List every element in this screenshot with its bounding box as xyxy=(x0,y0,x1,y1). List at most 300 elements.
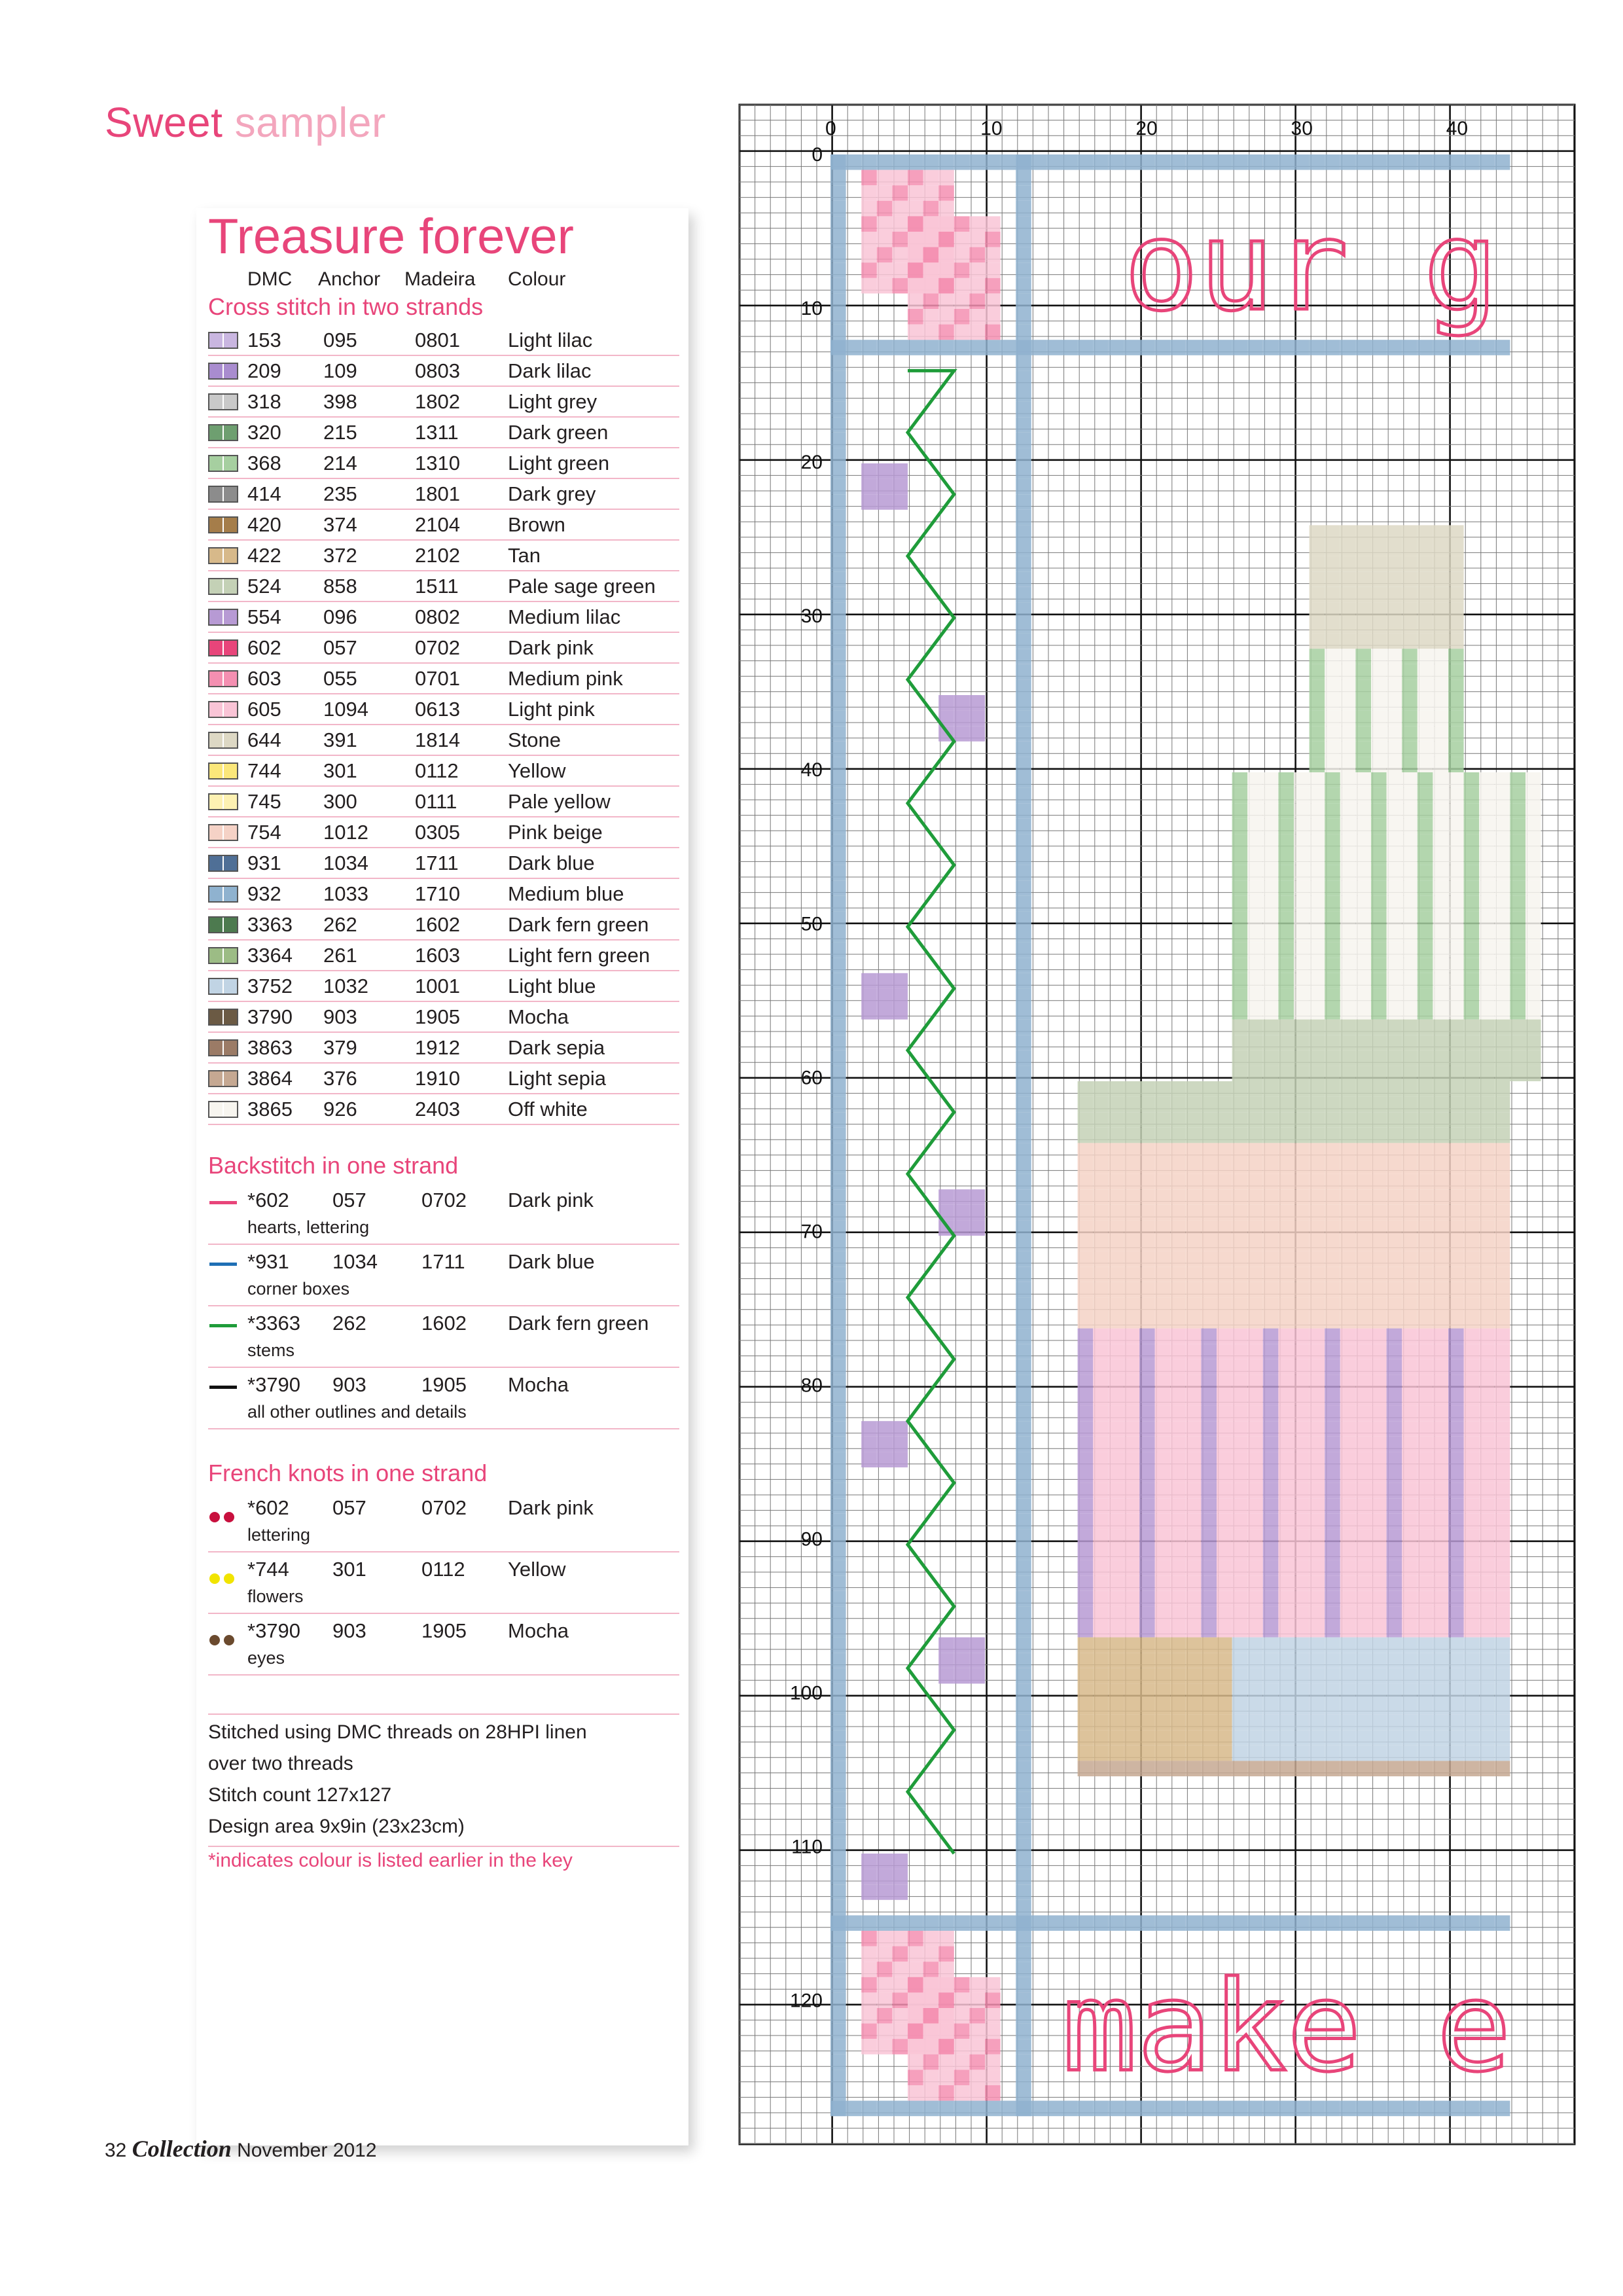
border-stitch xyxy=(1016,803,1031,819)
border-stitch xyxy=(830,1020,846,1035)
house-stitch xyxy=(1448,664,1464,680)
house-stitch xyxy=(1278,1282,1294,1298)
house-stitch xyxy=(1186,1174,1202,1190)
flower-stitch xyxy=(938,1638,954,1653)
house-stitch xyxy=(1433,1545,1448,1560)
flower-stitch xyxy=(969,695,985,711)
house-stitch xyxy=(1263,1189,1279,1205)
house-stitch xyxy=(1340,742,1356,757)
backstitch-line-icon xyxy=(209,1201,237,1204)
house-stitch xyxy=(1232,850,1248,865)
dmc-code: 554 xyxy=(247,605,281,628)
border-stitch xyxy=(1016,325,1031,340)
house-stitch xyxy=(1355,896,1371,912)
ground-stitch xyxy=(1263,1761,1279,1776)
house-stitch xyxy=(1402,1683,1418,1699)
house-stitch xyxy=(1510,850,1525,865)
house-stitch xyxy=(1479,1097,1495,1113)
house-stitch xyxy=(1402,896,1418,912)
house-stitch xyxy=(1109,1437,1124,1452)
house-stitch xyxy=(1418,1390,1433,1406)
house-stitch xyxy=(1495,1020,1510,1035)
house-stitch xyxy=(1278,772,1294,788)
house-stitch xyxy=(1078,1683,1094,1699)
house-stitch xyxy=(1418,1081,1433,1097)
house-stitch xyxy=(1495,1560,1510,1576)
house-stitch xyxy=(1186,1329,1202,1344)
house-stitch xyxy=(1294,880,1310,896)
house-stitch xyxy=(1448,587,1464,603)
border-stitch xyxy=(1464,154,1480,170)
house-stitch xyxy=(1294,1297,1310,1313)
dmc-code: 3863 xyxy=(247,1036,293,1059)
house-stitch xyxy=(1355,927,1371,942)
house-stitch xyxy=(1278,927,1294,942)
house-stitch xyxy=(1325,1622,1340,1638)
border-stitch xyxy=(1155,154,1171,170)
house-stitch xyxy=(1139,1329,1155,1344)
house-stitch xyxy=(1448,1421,1464,1437)
border-stitch xyxy=(1046,1915,1062,1931)
madeira-code: 0802 xyxy=(415,605,460,628)
house-stitch xyxy=(1232,1437,1248,1452)
border-stitch xyxy=(1046,2101,1062,2117)
house-stitch xyxy=(1402,1220,1418,1236)
house-stitch xyxy=(1278,958,1294,973)
border-stitch xyxy=(1418,340,1433,355)
house-stitch xyxy=(1170,1653,1186,1668)
house-stitch xyxy=(1247,1035,1263,1050)
flower-stitch xyxy=(877,278,893,294)
flower-stitch xyxy=(877,1931,893,1946)
flower-stitch xyxy=(969,247,985,263)
colour-name: Light green xyxy=(508,452,610,475)
notes-divider-top xyxy=(208,1713,679,1715)
house-stitch xyxy=(1263,1467,1279,1483)
house-stitch xyxy=(1217,1421,1232,1437)
house-stitch xyxy=(1479,911,1495,927)
house-stitch xyxy=(1078,1452,1094,1467)
house-stitch xyxy=(1325,587,1340,603)
house-stitch xyxy=(1355,1560,1371,1576)
border-stitch xyxy=(1294,154,1310,170)
house-stitch xyxy=(1525,988,1541,1004)
house-stitch xyxy=(1371,525,1387,541)
house-stitch xyxy=(1278,1699,1294,1715)
house-stitch xyxy=(1464,880,1480,896)
house-stitch xyxy=(1155,1344,1171,1359)
house-stitch xyxy=(1418,834,1433,850)
flower-stitch xyxy=(908,1931,923,1946)
house-stitch xyxy=(1387,1529,1402,1545)
house-stitch xyxy=(1278,1406,1294,1422)
house-stitch xyxy=(1402,1035,1418,1050)
house-stitch xyxy=(1078,1205,1094,1221)
house-stitch xyxy=(1525,1020,1541,1035)
house-stitch xyxy=(1340,1097,1356,1113)
house-stitch xyxy=(1263,865,1279,881)
border-stitch xyxy=(1016,1483,1031,1499)
house-stitch xyxy=(1325,1406,1340,1422)
house-stitch xyxy=(1093,1653,1109,1668)
house-stitch xyxy=(1387,1683,1402,1699)
house-stitch xyxy=(1201,1575,1217,1591)
house-stitch xyxy=(1186,1344,1202,1359)
house-stitch xyxy=(1448,1467,1464,1483)
house-stitch xyxy=(1340,803,1356,819)
house-stitch xyxy=(1418,1545,1433,1560)
border-stitch xyxy=(830,1761,846,1776)
house-stitch xyxy=(1155,1437,1171,1452)
house-stitch xyxy=(1247,1251,1263,1267)
house-stitch xyxy=(1371,1158,1387,1174)
house-stitch xyxy=(1093,1205,1109,1221)
house-stitch xyxy=(1355,1128,1371,1143)
house-stitch xyxy=(1310,541,1325,556)
flower-stitch xyxy=(954,2008,970,2024)
house-stitch xyxy=(1495,880,1510,896)
house-stitch xyxy=(1448,1452,1464,1467)
house-stitch xyxy=(1325,1266,1340,1282)
house-stitch xyxy=(1371,1297,1387,1313)
house-stitch xyxy=(1479,1498,1495,1514)
house-stitch xyxy=(1448,1575,1464,1591)
house-stitch xyxy=(1232,1452,1248,1467)
border-stitch xyxy=(1139,340,1155,355)
house-stitch xyxy=(1310,587,1325,603)
house-stitch xyxy=(1232,911,1248,927)
flower-stitch xyxy=(877,1977,893,1993)
house-stitch xyxy=(1109,1297,1124,1313)
house-stitch xyxy=(1355,711,1371,726)
house-stitch xyxy=(1355,1683,1371,1699)
anchor-code: 1012 xyxy=(323,821,368,844)
flower-stitch xyxy=(985,2070,1001,2085)
house-stitch xyxy=(1124,1575,1139,1591)
house-stitch xyxy=(1217,1374,1232,1390)
house-stitch xyxy=(1139,1668,1155,1684)
house-stitch xyxy=(1247,1205,1263,1221)
house-stitch xyxy=(1418,788,1433,804)
house-stitch xyxy=(1418,1437,1433,1452)
house-stitch xyxy=(1387,927,1402,942)
house-stitch xyxy=(1418,525,1433,541)
house-stitch xyxy=(1170,1606,1186,1622)
flower-stitch xyxy=(938,247,954,263)
house-stitch xyxy=(1495,1081,1510,1097)
border-stitch xyxy=(830,1097,846,1113)
flower-stitch xyxy=(954,1189,970,1205)
border-stitch xyxy=(830,1915,846,1931)
border-stitch xyxy=(1016,834,1031,850)
house-stitch xyxy=(1232,1143,1248,1158)
house-stitch xyxy=(1278,1437,1294,1452)
usage-note: all other outlines and details xyxy=(247,1402,467,1422)
house-stitch xyxy=(1232,1313,1248,1329)
house-stitch xyxy=(1155,1622,1171,1638)
flower-stitch xyxy=(938,170,954,186)
house-stitch xyxy=(1448,695,1464,711)
border-stitch xyxy=(830,1266,846,1282)
house-stitch xyxy=(1170,1359,1186,1375)
house-stitch xyxy=(1387,742,1402,757)
flower-stitch xyxy=(861,1854,877,1869)
house-stitch xyxy=(1278,988,1294,1004)
house-stitch xyxy=(1340,1498,1356,1514)
house-stitch xyxy=(1247,1020,1263,1035)
house-stitch xyxy=(1464,1158,1480,1174)
house-stitch xyxy=(1310,1591,1325,1607)
house-stitch xyxy=(1263,988,1279,1004)
cross-stitch-row xyxy=(208,725,679,756)
house-stitch xyxy=(1310,1545,1325,1560)
flower-stitch xyxy=(892,1931,908,1946)
house-stitch xyxy=(1387,757,1402,772)
border-stitch xyxy=(1479,154,1495,170)
house-stitch xyxy=(1418,1359,1433,1375)
house-stitch xyxy=(1418,1128,1433,1143)
house-stitch xyxy=(1124,1545,1139,1560)
house-stitch xyxy=(1325,788,1340,804)
house-stitch xyxy=(1263,1143,1279,1158)
house-stitch xyxy=(1186,1128,1202,1143)
border-stitch xyxy=(830,742,846,757)
backstitch-line-icon xyxy=(209,1263,237,1266)
house-stitch xyxy=(1186,1575,1202,1591)
house-stitch xyxy=(1387,1668,1402,1684)
border-stitch xyxy=(1016,1390,1031,1406)
house-stitch xyxy=(1294,1730,1310,1746)
flower-stitch xyxy=(938,278,954,294)
border-stitch xyxy=(1016,1050,1031,1066)
border-stitch xyxy=(830,201,846,217)
house-stitch xyxy=(1124,1236,1139,1251)
swatch-icon xyxy=(208,1039,238,1056)
house-stitch xyxy=(1448,757,1464,772)
house-stitch xyxy=(1355,634,1371,649)
house-stitch xyxy=(1464,1251,1480,1267)
house-stitch xyxy=(1078,1467,1094,1483)
dmc-code: *602 xyxy=(247,1496,289,1519)
border-stitch xyxy=(830,1158,846,1174)
house-stitch xyxy=(1387,1236,1402,1251)
house-stitch xyxy=(1448,1606,1464,1622)
house-stitch xyxy=(1078,1313,1094,1329)
backstitch-title: Backstitch in one strand xyxy=(208,1152,459,1179)
house-stitch xyxy=(1247,1545,1263,1560)
border-stitch xyxy=(1278,340,1294,355)
border-stitch xyxy=(1186,340,1202,355)
house-stitch xyxy=(1139,1575,1155,1591)
house-stitch xyxy=(1325,1158,1340,1174)
house-stitch xyxy=(1464,865,1480,881)
house-stitch xyxy=(1448,1329,1464,1344)
house-stitch xyxy=(1371,618,1387,634)
border-stitch xyxy=(1001,154,1016,170)
house-stitch xyxy=(1186,1313,1202,1329)
house-stitch xyxy=(1433,896,1448,912)
house-stitch xyxy=(1525,958,1541,973)
flower-stitch xyxy=(861,1437,877,1452)
house-stitch xyxy=(1355,1437,1371,1452)
flower-stitch xyxy=(892,170,908,186)
house-stitch xyxy=(1155,1236,1171,1251)
house-stitch xyxy=(1139,1205,1155,1221)
house-stitch xyxy=(1355,1143,1371,1158)
cross-stitch-row xyxy=(208,909,679,941)
house-stitch xyxy=(1448,1097,1464,1113)
border-stitch xyxy=(1016,1776,1031,1792)
dmc-code: *3790 xyxy=(247,1619,301,1642)
flower-stitch xyxy=(985,2024,1001,2039)
house-stitch xyxy=(1109,1683,1124,1699)
border-stitch xyxy=(923,1915,939,1931)
flower-stitch xyxy=(877,201,893,217)
axis-label-left: 40 xyxy=(800,759,823,781)
house-stitch xyxy=(1325,988,1340,1004)
house-stitch xyxy=(1263,1313,1279,1329)
french-knot-row xyxy=(208,1552,679,1614)
colour-name: Light sepia xyxy=(508,1067,606,1090)
house-stitch xyxy=(1201,1545,1217,1560)
house-stitch xyxy=(1325,942,1340,958)
house-stitch xyxy=(1495,1158,1510,1174)
flower-stitch xyxy=(923,2008,939,2024)
house-stitch xyxy=(1387,1452,1402,1467)
border-stitch xyxy=(1016,293,1031,309)
house-stitch xyxy=(1433,742,1448,757)
house-stitch xyxy=(1278,1266,1294,1282)
house-stitch xyxy=(1371,1529,1387,1545)
house-stitch xyxy=(1247,1746,1263,1761)
house-stitch xyxy=(1294,1622,1310,1638)
anchor-code: 391 xyxy=(323,728,357,751)
house-stitch xyxy=(1418,1020,1433,1035)
flower-stitch xyxy=(861,2024,877,2039)
house-stitch xyxy=(1078,1606,1094,1622)
house-stitch xyxy=(1495,1730,1510,1746)
house-stitch xyxy=(1371,1050,1387,1066)
border-stitch xyxy=(1016,340,1031,355)
house-stitch xyxy=(1124,1297,1139,1313)
flower-stitch xyxy=(938,1992,954,2008)
house-stitch xyxy=(1201,1374,1217,1390)
house-stitch xyxy=(1355,1112,1371,1128)
axis-label-left: 50 xyxy=(800,913,823,935)
house-stitch xyxy=(1139,1158,1155,1174)
flower-stitch xyxy=(877,185,893,201)
flower-stitch xyxy=(985,293,1001,309)
house-stitch xyxy=(1325,1329,1340,1344)
house-stitch xyxy=(1093,1220,1109,1236)
border-stitch xyxy=(1016,1653,1031,1668)
house-stitch xyxy=(1078,1374,1094,1390)
house-stitch xyxy=(1155,1374,1171,1390)
backstitch-row xyxy=(208,1183,679,1245)
house-stitch xyxy=(1263,1437,1279,1452)
flower-stitch xyxy=(969,1205,985,1221)
border-stitch xyxy=(830,1390,846,1406)
border-stitch xyxy=(830,865,846,881)
house-stitch xyxy=(1109,1668,1124,1684)
house-stitch xyxy=(1479,1699,1495,1715)
house-stitch xyxy=(1170,1297,1186,1313)
house-stitch xyxy=(1479,850,1495,865)
house-stitch xyxy=(1433,1591,1448,1607)
house-stitch xyxy=(1278,1591,1294,1607)
house-stitch xyxy=(1078,1653,1094,1668)
border-stitch xyxy=(1016,1143,1031,1158)
house-stitch xyxy=(1155,1715,1171,1731)
house-stitch xyxy=(1217,1236,1232,1251)
house-stitch xyxy=(1402,1374,1418,1390)
border-stitch xyxy=(1016,1931,1031,1946)
house-stitch xyxy=(1078,1128,1094,1143)
house-stitch xyxy=(1371,865,1387,881)
house-stitch xyxy=(1325,1174,1340,1190)
house-stitch xyxy=(1232,1653,1248,1668)
house-stitch xyxy=(1495,1668,1510,1684)
house-stitch xyxy=(1340,1359,1356,1375)
house-stitch xyxy=(1139,1545,1155,1560)
house-stitch xyxy=(1325,618,1340,634)
house-stitch xyxy=(1355,819,1371,834)
border-stitch xyxy=(877,1915,893,1931)
border-stitch xyxy=(1016,216,1031,232)
house-stitch xyxy=(1325,803,1340,819)
border-stitch xyxy=(1016,541,1031,556)
colour-name: Dark lilac xyxy=(508,359,592,382)
house-stitch xyxy=(1448,1683,1464,1699)
house-stitch xyxy=(1155,1189,1171,1205)
colour-name: Stone xyxy=(508,728,562,751)
house-stitch xyxy=(1170,1467,1186,1483)
border-stitch xyxy=(830,1792,846,1808)
axis-label-top: 0 xyxy=(825,118,836,139)
flower-stitch xyxy=(892,973,908,989)
house-stitch xyxy=(1387,1066,1402,1081)
house-stitch xyxy=(1325,1498,1340,1514)
house-stitch xyxy=(1310,772,1325,788)
page-number: 32 xyxy=(105,2140,127,2161)
house-stitch xyxy=(1402,571,1418,587)
border-stitch xyxy=(1155,340,1171,355)
dmc-code: 420 xyxy=(247,513,281,536)
house-stitch xyxy=(1479,1189,1495,1205)
flower-stitch xyxy=(908,309,923,325)
house-stitch xyxy=(1355,1189,1371,1205)
house-stitch xyxy=(1247,927,1263,942)
house-stitch xyxy=(1294,865,1310,881)
house-stitch xyxy=(1402,788,1418,804)
dmc-code: 368 xyxy=(247,452,281,475)
house-stitch xyxy=(1495,1143,1510,1158)
house-stitch xyxy=(1433,1143,1448,1158)
house-stitch xyxy=(1247,1452,1263,1467)
house-stitch xyxy=(1201,1251,1217,1267)
house-stitch xyxy=(1078,1112,1094,1128)
usage-note: stems xyxy=(247,1340,295,1360)
house-stitch xyxy=(1093,1282,1109,1298)
house-stitch xyxy=(1525,927,1541,942)
ground-stitch xyxy=(1464,1761,1480,1776)
house-stitch xyxy=(1418,850,1433,865)
flower-stitch xyxy=(954,2054,970,2070)
house-stitch xyxy=(1310,1653,1325,1668)
house-stitch xyxy=(1418,1560,1433,1576)
border-stitch xyxy=(830,1606,846,1622)
house-stitch xyxy=(1247,880,1263,896)
